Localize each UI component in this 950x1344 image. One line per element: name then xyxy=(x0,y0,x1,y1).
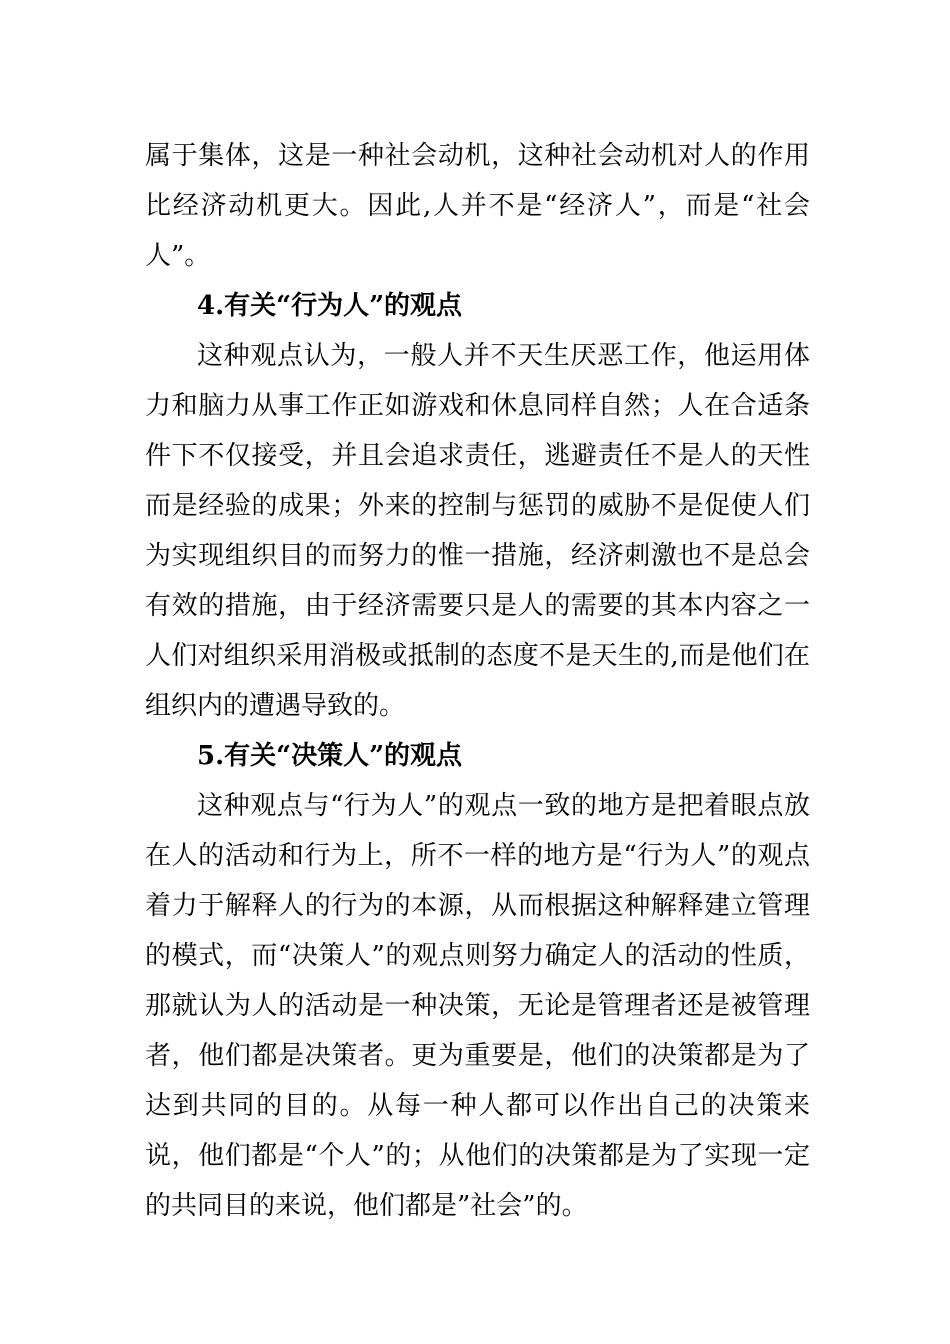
document-body xyxy=(145,131,810,1231)
paragraph-behavioral-man: 这种观点认为，一般人并不天生厌恶工作，他运用体力和脑力从事工作正如游戏和休息同样自然；人在合适条件下不仅接受，并且会追求责任，逃避责任不是人的天性而是经验的成果；外来的控制与惩罚的威胁不是促使人们为实现组织目的而努力的惟一措施，经济刺激也不是总会有效的措施，由于经济需要只是人的需要的其本内容之一人们对组织采用消极或抵制的态度不是天生的,而是他们在组织内的遭遇导致的。 xyxy=(145,341,810,721)
section-heading-decision-man: 5.有关“决策人”的观点 xyxy=(197,741,463,771)
section-heading-behavioral-man: 4.有关“行为人”的观点 xyxy=(197,291,463,321)
paragraph-continuation: 属于集体，这是一种社会动机，这种社会动机对人的作用比经济动机更大。因此,人并不是“经济人”，而是“社会人”。 xyxy=(145,141,810,271)
paragraph-decision-man: 这种观点与“行为人”的观点一致的地方是把着眼点放在人的活动和行为上，所不一样的地方是“行为人”的观点着力于解释人的行为的本源，从而根据这种解释建立管理的模式，而“决策人”的观点则努力确定人的活动的性质，那就认为人的活动是一种决策，无论是管理者还是被管理者，他们都是决策者。更为重要是，他们的决策都是为了达到共同的目的。从每一种人都可以作出自己的决策来说，他们都是“个人”的；从他们的决策都是为了实现一定的共同目的来说，他们都是”社会”的。 xyxy=(145,791,810,1221)
